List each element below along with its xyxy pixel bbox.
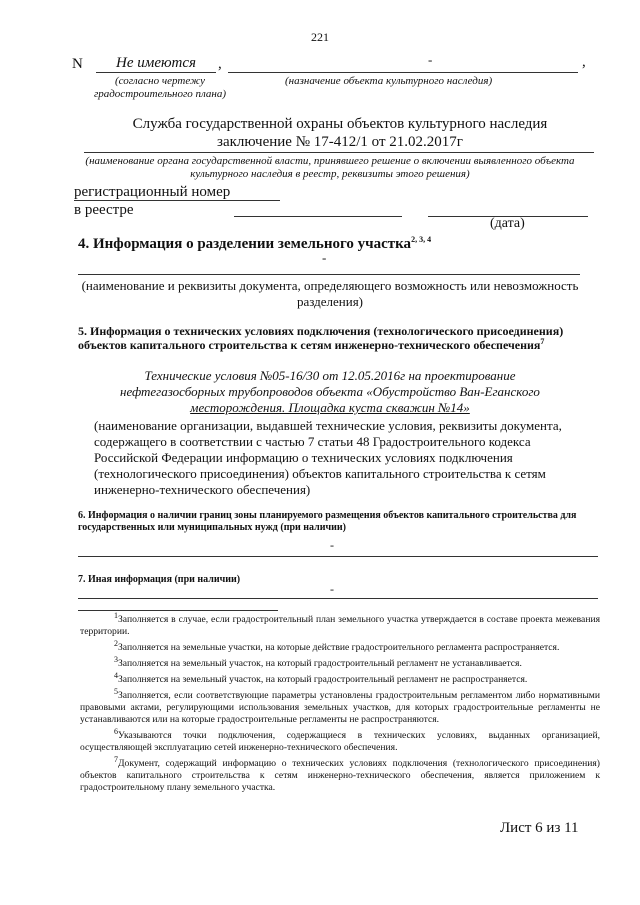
footnote-3-number: 3 xyxy=(114,654,118,664)
section-5-caption-2: содержащего в соответствии с частью 7 статьи 48 Градостроительного кодекса xyxy=(94,434,531,449)
tech-conditions-line-1: Технические условия №05-16/30 от 12.05.2016г на проектирование xyxy=(144,368,516,383)
footnote-7-text: Документ, содержащий информацию о технических условиях подключения (технологического присоединения) объектов капитального строительства к сетям инженерно-технического обеспечения, является приложением к градостроительному плану земельного участка. xyxy=(80,758,600,793)
section-7-dash: - xyxy=(330,582,334,596)
authority-caption: (наименование органа государственной власти, принявшего решение о включении выявленного объекта культурного наследия в реестр, реквизиты этого решения) xyxy=(85,155,575,180)
footnote-1-number: 1 xyxy=(114,610,118,620)
section-4-dash: - xyxy=(322,250,327,265)
registration-label-2: в реестре xyxy=(74,202,134,218)
n-caption: (согласно чертежу градостроительного плана) xyxy=(93,75,227,100)
section-4-title xyxy=(78,236,431,253)
footnote-3 xyxy=(80,654,600,670)
footnote-4-number: 4 xyxy=(114,670,118,680)
sheet-number: Лист 6 из 11 xyxy=(500,820,579,836)
authority-line-2: заключение № 17-412/1 от 21.02.2017г xyxy=(217,134,463,150)
section-6-dash: - xyxy=(330,538,334,552)
registration-label-1: регистрационный номер xyxy=(74,184,231,200)
footnote-1 xyxy=(80,610,600,638)
footnotes xyxy=(80,610,600,794)
footnote-2 xyxy=(80,638,600,654)
section-5-caption-4: (технологического присоединения) объектов капитального строительства к сетям xyxy=(94,466,546,481)
registration-underline-1 xyxy=(74,200,280,201)
purpose-underline xyxy=(228,72,578,73)
footnote-5-text: Заполняется, если соответствующие параметры установлены градостроительным регламентом либо нормативными правовыми актами, регулирующими использования земельных участков, для которых градостроительные регламенты не устанавливаются или на которые градостроительные регламенты не распространяются. xyxy=(80,690,600,725)
authority-underline xyxy=(84,152,594,153)
footnote-6 xyxy=(80,726,600,754)
section-7-title: 7. Иная информация (при наличии) xyxy=(78,574,241,585)
section-5-sup: 7 xyxy=(540,337,545,346)
footnote-5 xyxy=(80,686,600,726)
section-6-title: 6. Информация о наличии границ зоны планируемого размещения объектов капитального строительства для государственных или муниципальных нужд (при наличии) xyxy=(78,510,577,533)
footnote-6-number: 6 xyxy=(114,726,118,736)
footnote-5-number: 5 xyxy=(114,686,118,696)
n-underline xyxy=(96,72,216,73)
section-5-title-text: 5. Информация о технических условиях подключения (технологического присоединения) объектов капитального строительства к сетям инженерно-технического обеспечения xyxy=(78,324,564,352)
section-5-caption-5: инженерно-технического обеспечения) xyxy=(94,482,311,497)
footnote-7 xyxy=(80,754,600,794)
section-4-title-text: 4. Информация о разделении земельного участка xyxy=(78,236,412,252)
purpose-caption: (назначение объекта культурного наследия) xyxy=(285,75,493,87)
n-value: Не имеются xyxy=(116,55,197,71)
footnote-6-text: Указываются точки подключения, содержащиеся в технических условиях, выданных организацией, осуществляющей эксплуатацию сетей инженерно-технического обеспечения. xyxy=(80,730,600,753)
section-4-underline xyxy=(78,274,580,275)
section-6-underline xyxy=(78,556,598,557)
comma-2: , xyxy=(582,54,586,70)
authority-line-1: Служба государственной охраны объектов культурного наследия xyxy=(132,116,548,132)
footnote-2-text: Заполняется на земельные участки, на которые действие градостроительного регламента распространяется. xyxy=(118,642,560,653)
registration-number-line xyxy=(234,216,402,217)
date-label: (дата) xyxy=(490,216,525,231)
footnote-4-text: Заполняется на земельный участок, на который градостроительный регламент не распространяется. xyxy=(118,674,528,685)
section-4-caption: (наименование и реквизиты документа, определяющего возможность или невозможность разделения) xyxy=(81,278,579,309)
footnote-2-number: 2 xyxy=(114,638,118,648)
section-5-title xyxy=(78,324,598,352)
tech-conditions-line-2: нефтегазосборных трубопроводов объекта «Обустройство Ван-Еганского xyxy=(120,384,540,399)
footnote-separator xyxy=(78,610,278,611)
comma-1: , xyxy=(218,56,222,72)
section-5-caption-1: (наименование организации, выдавшей технические условия, реквизиты документа, xyxy=(94,418,562,433)
footnote-1-text: Заполняется в случае, если градостроительный план земельного участка утверждается в составе проекта межевания территории. xyxy=(80,614,600,637)
section-4-sups: 2, 3, 4 xyxy=(411,235,432,244)
footnote-3-text: Заполняется на земельный участок, на который градостроительный регламент не устанавливается. xyxy=(118,658,522,669)
n-label: N xyxy=(72,56,83,72)
section-5-caption-3: Российской Федерации информацию о технических условиях подключения xyxy=(94,450,513,465)
footnote-4 xyxy=(80,670,600,686)
page-number: 221 xyxy=(311,30,329,44)
purpose-dash: - xyxy=(428,52,433,67)
section-7-underline xyxy=(78,598,598,599)
footnote-7-number: 7 xyxy=(114,754,118,764)
tech-conditions-line-3: месторождения. Площадка куста скважин №14» xyxy=(190,400,470,415)
